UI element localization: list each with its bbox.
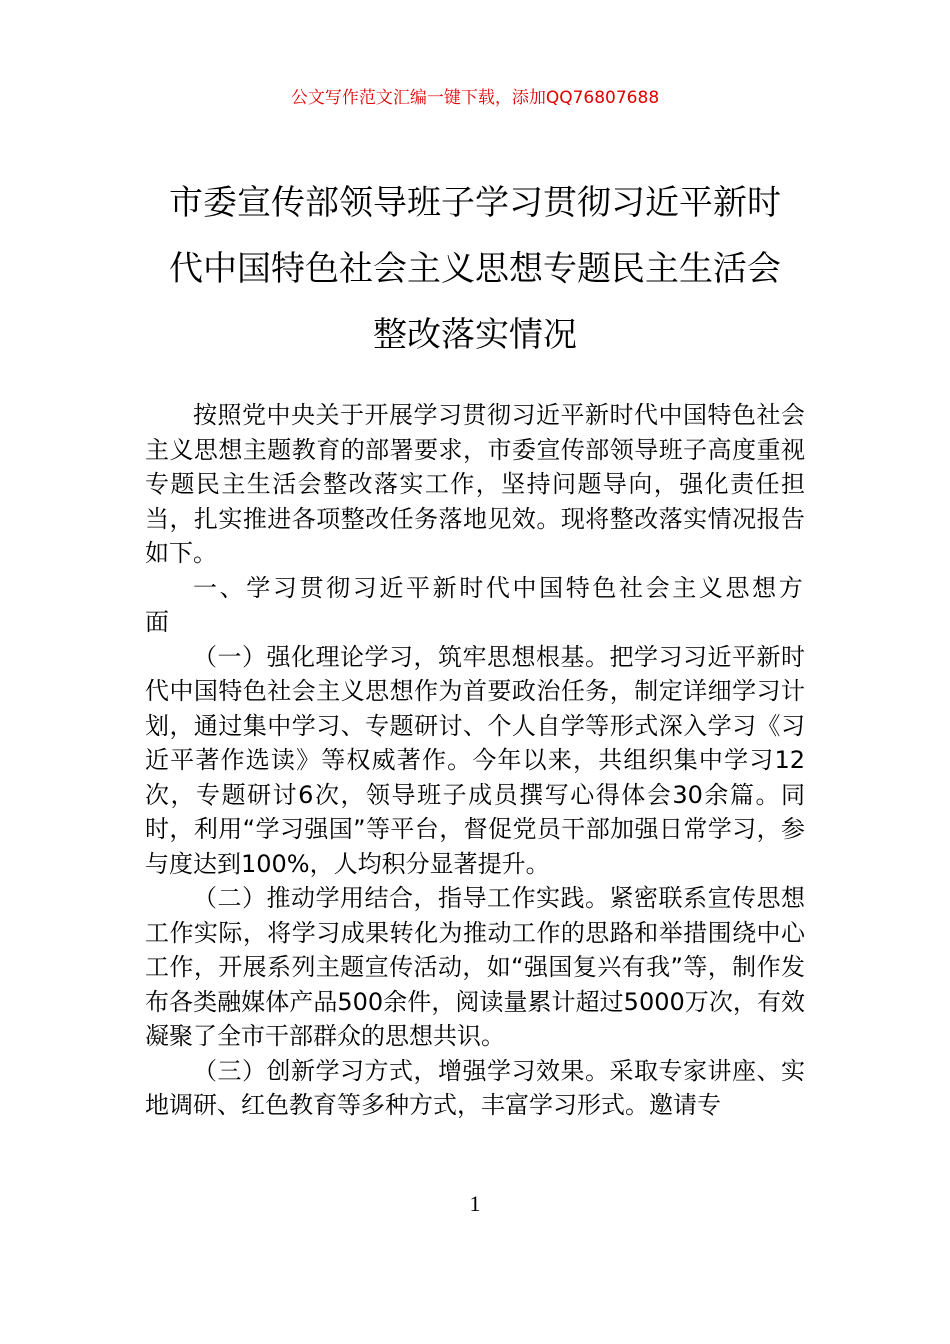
section-heading-1: 一、学习贯彻习近平新时代中国特色社会主义思想方面 bbox=[145, 573, 805, 636]
document-title bbox=[150, 170, 800, 368]
paragraph-section-1-1: （一）强化理论学习，筑牢思想根基。把学习习近平新时代中国特色社会主义思想作为首要政治任务，制定详细学习计划，通过集中学习、专题研讨、个人自学等形式深入学习《习近平著作选读》等权威著作。今年以来，共组织集中学习12次，专题研讨6次，领导班子成员撰写心得体会30余篇。同时，利用“学习强国”等平台，督促党员干部加强日常学习，参与度达到100%，人均积分显著提升。 bbox=[145, 642, 805, 878]
paragraph-section-1-2: （二）推动学用结合，指导工作实践。紧密联系宣传思想工作实际，将学习成果转化为推动工作的思路和举措围绕中心工作，开展系列主题宣传活动，如“强国复兴有我”等，制作发布各类融媒体产品500余件，阅读量累计超过5000万次，有效凝聚了全市干部群众的思想共识。 bbox=[145, 884, 805, 1050]
title-line-2: 代中国特色社会主义思想专题民主生活会 bbox=[169, 249, 781, 289]
header-download-note: 公文写作范文汇编一键下载，添加QQ76807688 bbox=[290, 88, 660, 108]
page-number: 1 bbox=[469, 1191, 481, 1216]
title-line-3: 整改落实情况 bbox=[373, 315, 577, 355]
document-body bbox=[145, 398, 805, 1123]
paragraph-section-1-3: （三）创新学习方式，增强学习效果。采取专家讲座、实地调研、红色教育等多种方式，丰富学习形式。邀请专 bbox=[145, 1056, 805, 1119]
title-line-1: 市委宣传部领导班子学习贯彻习近平新时 bbox=[169, 183, 781, 223]
paragraph-intro: 按照党中央关于开展学习贯彻习近平新时代中国特色社会主义思想主题教育的部署要求，市委宣传部领导班子高度重视专题民主生活会整改落实工作，坚持问题导向，强化责任担当，扎实推进各项整改任务落地见效。现将整改落实情况报告如下。 bbox=[145, 401, 805, 567]
